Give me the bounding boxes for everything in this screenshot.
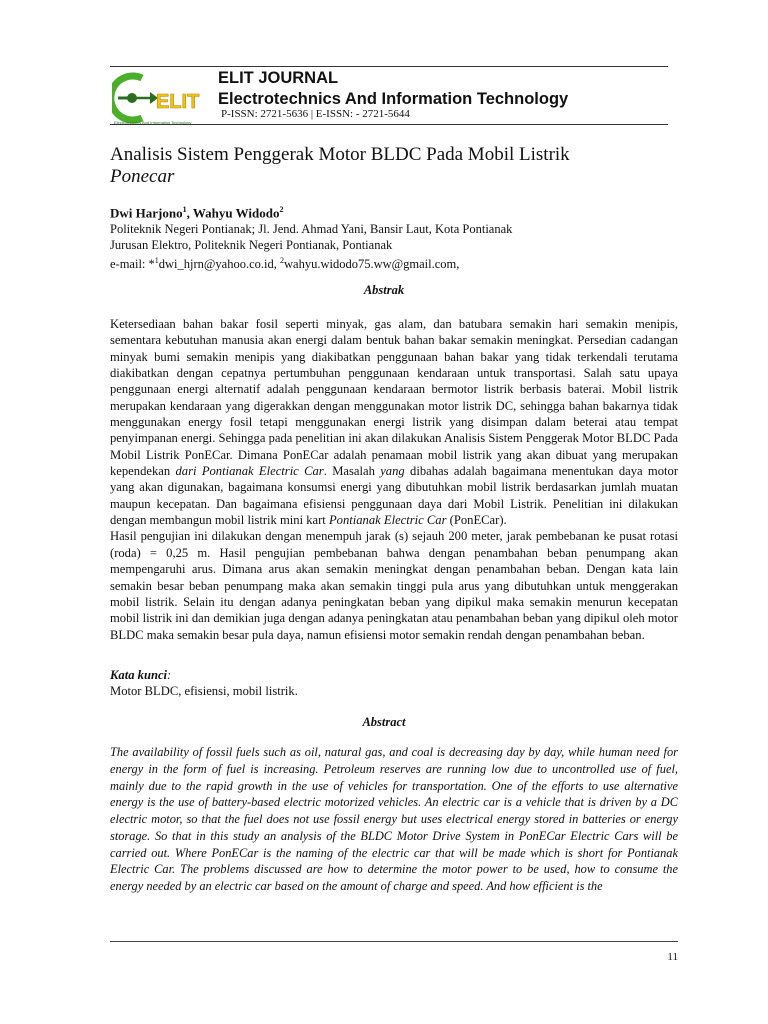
email-sup-1: 1	[154, 256, 159, 265]
journal-subtitle: Electrotechnics And Information Technology	[218, 90, 569, 108]
abstrak-p1-italic-1: dari Pontianak Electric Car	[175, 464, 324, 479]
paper-title-line1: Analisis Sistem Penggerak Motor BLDC Pada Mobil Listrik	[110, 144, 570, 165]
elit-logo-graphic	[112, 72, 210, 128]
abstract-en-heading: Abstract	[362, 715, 406, 729]
abstrak-p1-text-d: (PonECar).	[446, 513, 507, 528]
abstrak-paragraph-2: Hasil pengujian ini dilakukan dengan menempuh jarak (s) sejauh 200 meter, jarak pembebanan ke pusat rotasi (roda) = 0,25 m. Hasil pengujian pembebanan bahwa dengan penambahan beban penumpang akan mempengaruhi arus. Dimana arus akan semakin meningkat dengan penambahan beban. Dengan kata lain semakin besar beban penumpang maka akan semakin tinggi pula arus yang dibutuhkan untuk menggerakan mobil listrik. Selain itu dengan adanya peningkatan beban yang dipikul maka semakin menurun kecepatan mobil listrik ini dan demikian juga dengan adanya peningkatan atau penambahan beban yang dipikul oleh motor BLDC maka semakin besar pula daya, namun efisiensi motor semakin rendah dengan penambahan beban.	[110, 529, 678, 642]
author-2: , Wahyu Widodo	[186, 205, 280, 221]
page-number: 11	[667, 951, 678, 963]
author-1-sup: 1	[182, 205, 187, 214]
logo-caption: Electrotechnics And Information Technology	[114, 120, 192, 125]
author-2-sup: 2	[279, 205, 284, 214]
keywords-colon: :	[167, 668, 172, 682]
email-1[interactable]: dwi_hjrn@yahoo.co.id,	[158, 257, 280, 272]
email-line	[110, 253, 459, 272]
author-1: Dwi Harjono	[110, 205, 183, 221]
logo-wordmark: ELIT	[156, 91, 200, 113]
issn-line: P-ISSN: 2721-5636 | E-ISSN: - 2721-5644	[221, 108, 410, 120]
abstrak-p1-text-a: Ketersediaan bahan bakar fosil seperti minyak, gas alam, dan batubara semakin hari semakin menipis, sementara kebutuhan manusia akan energi dalam bentuk bahan bakar semakin meningkat. Persedian cadangan minyak bumi semakin menipis yang diakibatkan penggunaan bahan bakar yang tidak terkendali terutama diakibatkan dengan cepatnya pertumbuhan penggunaan kendaraan untuk transportasi. Salah satu upaya penggunaan energi alternatif adalah penggunaan kendaraan bermotor listrik berbasis baterai. Mobil listrik merupakan kendaraan yang digerakkan dengan menggunakan motor listrik DC, sehingga bahan bakarnya tidak menggunakan energy fosil tetapi menggunakan energi listrik yang disimpan dalam beterai atau tempat penyimpanan energi. Sehingga pada penelitian ini akan dilakukan Analisis Sistem Penggerak Motor BLDC Pada Mobil Listrik PonECar. Dimana PonECar adalah penamaan mobil listrik yang akan dibuat yang merupakan kependekan	[110, 317, 678, 479]
abstrak-p1-text-c: dibahas adalah bagaimana menentukan daya motor yang akan digunakan, bagaimana konsumsi energi yang dibutuhkan mobil listrik berdasarkan jumlah muatan maupun kecepatan. Dan bagaimana efisiensi penggunaan daya dari Mobil Listrik. Penelitian ini dilakukan dengan membangun mobil listrik mini kart	[110, 464, 679, 528]
abstrak-p1-italic-3: Pontianak Electric Car	[328, 513, 447, 528]
header-bottom-rule	[110, 124, 668, 125]
abstrak-body	[110, 316, 678, 643]
paper-title	[110, 144, 670, 188]
elit-logo	[112, 72, 210, 128]
keywords-heading-text: Kata kunci	[110, 668, 168, 682]
affiliation-1: Politeknik Negeri Pontianak; Jl. Jend. Ahmad Yani, Bansir Laut, Kota Pontianak	[110, 222, 513, 236]
abstrak-paragraph-1	[110, 316, 678, 528]
journal-name: ELIT JOURNAL	[218, 69, 339, 87]
affiliation-2: Jurusan Elektro, Politeknik Negeri Pontianak, Pontianak	[110, 238, 393, 252]
keywords-text: Motor BLDC, efisiensi, mobil listrik.	[110, 684, 298, 698]
paper-title-line2: Ponecar	[110, 166, 175, 187]
abstrak-p1-text-b: . Masalah	[323, 464, 381, 479]
abstract-en-body: The availability of fossil fuels such as oil, natural gas, and coal is decreasing day by day, while human need for energy in the form of fuel is increasing. Petroleum reserves are running low due to uncontrolled use of fuel, mainly due to the rapid growth in the use of vehicles for transportation. One of the efforts to use alternative energy is the use of battery-based electric motorized vehicles. An electric car is a vehicle that is driven by a DC electric motor, so that the fuel does not use fossil energy but uses electrical energy stored in batteries or energy storage. So that in this study an analysis of the BLDC Motor Drive System in PonECar Electric Cars will be carried out. Where PonECar is the naming of the electric car that will be made which is short for Pontianak Electric Car. The problems discussed are how to determine the motor power to be used, how to consume the energy needed by an electric car based on the amount of charge and speed. And how efficient is the	[110, 745, 678, 893]
header-top-rule	[110, 66, 668, 67]
email-2[interactable]: wahyu.widodo75.ww@gmail.com,	[284, 257, 460, 272]
keywords-heading	[110, 668, 171, 683]
abstrak-heading: Abstrak	[363, 283, 405, 297]
footer-rule	[110, 941, 678, 942]
email-prefix: e-mail: *	[110, 257, 155, 272]
author-list	[110, 205, 283, 221]
abstrak-p1-italic-2: yang	[380, 464, 405, 479]
email-sup-2: 2	[280, 256, 284, 265]
